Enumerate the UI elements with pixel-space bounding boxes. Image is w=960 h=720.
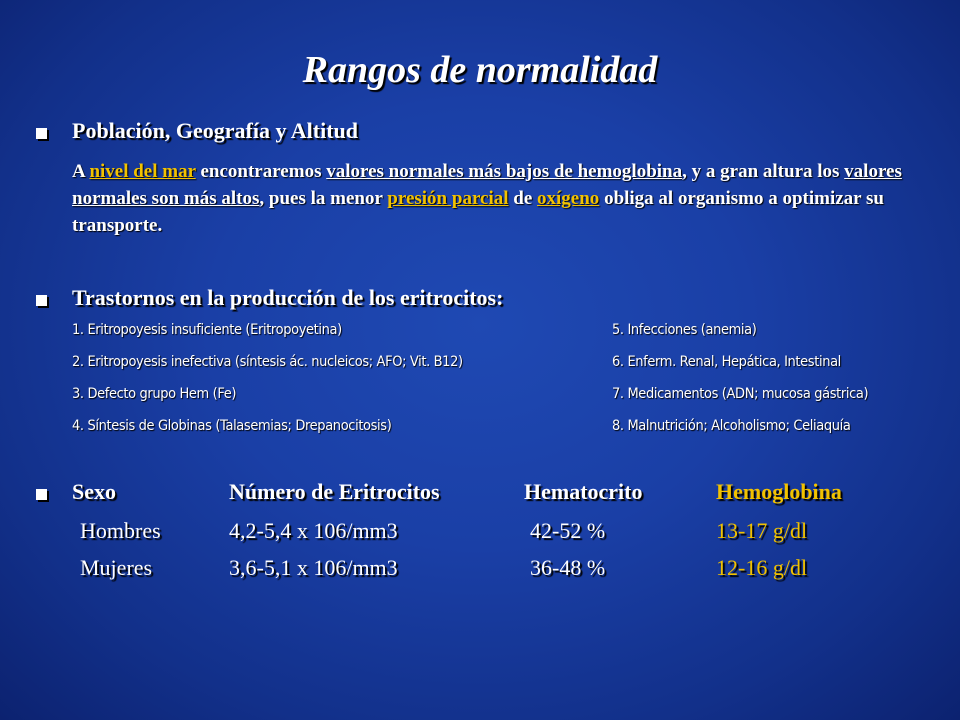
underlined-text: valores normales son más altos: [72, 161, 902, 209]
table-cell-hemoglobin-women: 12-16 g/dl: [716, 555, 808, 580]
text-fragment: obliga al organismo a optimizar su transporte.: [72, 188, 884, 236]
table-header-hemoglobin: Hemoglobina: [716, 479, 842, 504]
table-header-sex: Sexo: [72, 479, 116, 504]
table-cell-hematocrit-men: 42-52 %: [530, 518, 606, 543]
disorder-item-2: 2. Eritropoyesis inefectiva (síntesis ác. nucleicos; AFO; Vit. B12): [72, 354, 463, 370]
table-header-hematocrit: Hematocrito: [524, 479, 643, 504]
slide-title: Rangos de normalidad: [302, 49, 658, 91]
bullet-square-icon: [36, 295, 47, 306]
table-cell-sex-men: Hombres: [80, 518, 161, 543]
link-nivel-del-mar[interactable]: nivel del mar: [89, 161, 196, 182]
section-heading-disorders: Trastornos en la producción de los eritrocitos:: [72, 285, 504, 310]
text-fragment: encontraremos: [195, 161, 327, 182]
text-fragment: A: [72, 161, 90, 182]
disorder-item-8: 8. Malnutrición; Alcoholismo; Celiaquía: [612, 418, 851, 434]
text-fragment: , pues la menor: [259, 188, 388, 209]
disorder-item-5: 5. Infecciones (anemia): [612, 322, 757, 338]
bullet-square-icon: [36, 489, 47, 500]
underlined-text: valores normales más bajos de hemoglobina: [326, 161, 683, 182]
disorder-item-3: 3. Defecto grupo Hem (Fe): [72, 386, 237, 402]
disorder-item-6: 6. Enferm. Renal, Hepática, Intestinal: [612, 354, 841, 370]
table-cell-sex-women: Mujeres: [80, 555, 153, 580]
link-presion-parcial[interactable]: presión parcial: [387, 188, 509, 209]
bullet-square-icon: [36, 128, 47, 139]
altitude-paragraph: [72, 158, 932, 239]
text-fragment: , y a gran altura los: [682, 161, 845, 182]
table-header-erythrocytes: Número de Eritrocitos: [229, 479, 440, 504]
link-oxigeno[interactable]: oxígeno: [537, 188, 600, 209]
section-heading-population: Población, Geografía y Altitud: [72, 118, 358, 143]
table-cell-hematocrit-women: 36-48 %: [530, 555, 606, 580]
text-fragment: de: [508, 188, 538, 209]
disorder-item-4: 4. Síntesis de Globinas (Talasemias; Drepanocitosis): [72, 418, 392, 434]
disorder-item-1: 1. Eritropoyesis insuficiente (Eritropoyetina): [72, 322, 342, 338]
table-cell-erythrocytes-women: 3,6-5,1 x 106/mm3: [229, 555, 398, 580]
disorder-item-7: 7. Medicamentos (ADN; mucosa gástrica): [612, 386, 869, 402]
table-cell-erythrocytes-men: 4,2-5,4 x 106/mm3: [229, 518, 398, 543]
table-cell-hemoglobin-men: 13-17 g/dl: [716, 518, 808, 543]
